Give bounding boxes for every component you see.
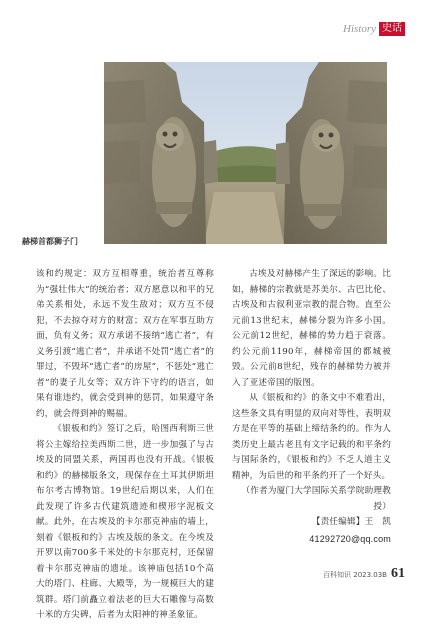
author-note: （作者为厦门大学国际关系学院助理教授）: [241, 486, 391, 512]
issue-label: 百科知识 2023.03B: [323, 571, 387, 579]
paragraph: 该和约规定：双方互相尊重，统治者互尊称为“强壮伟大”的统治者；双方愿意以和平的兄弟关系相处，永远不发生敌对；双方互不侵犯，不去掠夺对方的财富；双方在军事互助方面，负有义务；双方承诺不接纳“逃亡者”，有义务引渡“逃亡者”，并承诺不处罚“逃亡者”的罪过，不毁坏“逃亡者”的房屋”，不惩处“逃亡者”的妻子儿女等；双方许下守约的语言，如果有谁违约，就会受到神的惩罚，如果遵守条约，就会得到神的赐福。: [36, 269, 214, 419]
editor-credit: 【责任编辑】王 凯: [311, 517, 391, 527]
lion-gate-photo: [104, 62, 387, 244]
section-header: [343, 22, 405, 36]
photo-caption: 赫梯首都狮子门: [22, 237, 78, 246]
page-number: 61: [391, 566, 405, 581]
left-column: [36, 267, 214, 624]
right-column: [232, 267, 391, 547]
paragraph: 古埃及对赫梯产生了深远的影响。比如，赫梯的宗教就是苏美尔、古巴比伦、古埃及和古叙利亚宗教的混合物。直至公元前13世纪末，赫梯分裂为许多小国。公元前12世纪，赫梯的势力趋于衰落。约公元前1190年，赫梯帝国的都城被毁。公元前8世纪，残存的赫梯势力被并入了亚述帝国的版图。: [232, 269, 391, 388]
paragraph: 《银板和约》签订之后，哈图西利斯三世将公主嫁给拉美西斯二世，进一步加强了与古埃及的同盟关系，两国再也没有开战。《银板和约》的赫梯版条文，现保存在土耳其伊斯坦布尔考古博物馆。19世纪后期以来，人们在此发现了许多古代建筑遗迹和楔形字泥板文献。此外，在古埃及的卡尔那克神庙的墙上，刻着《银板和约》古埃及版的条文。在今埃及开罗以南700多千米处的卡尔那克村，还保留着卡尔那克神庙的遗址。该神庙包括10个高大的塔门、柱廊、大殿等，为一规模巨大的建筑群。塔门前矗立着法老的巨大石雕像与高数十米的方尖碑，后者为太阳神的神圣象征。: [36, 424, 214, 620]
page-footer: [323, 566, 405, 582]
paragraph: 从《银板和约》的条文中不难看出，这些条文具有明显的双向对等性，表明双方是在平等的基础上缔结条约的。作为人类历史上最古老且有文字记载的和平条约与国际条约，《银板和约》不乏人道主义精神，为后世的和平条约开了一个好头。: [232, 393, 391, 481]
editor-email: 41292720@qq.com: [309, 533, 391, 544]
section-title-en: History: [343, 23, 376, 35]
section-badge: 史话: [379, 22, 405, 36]
